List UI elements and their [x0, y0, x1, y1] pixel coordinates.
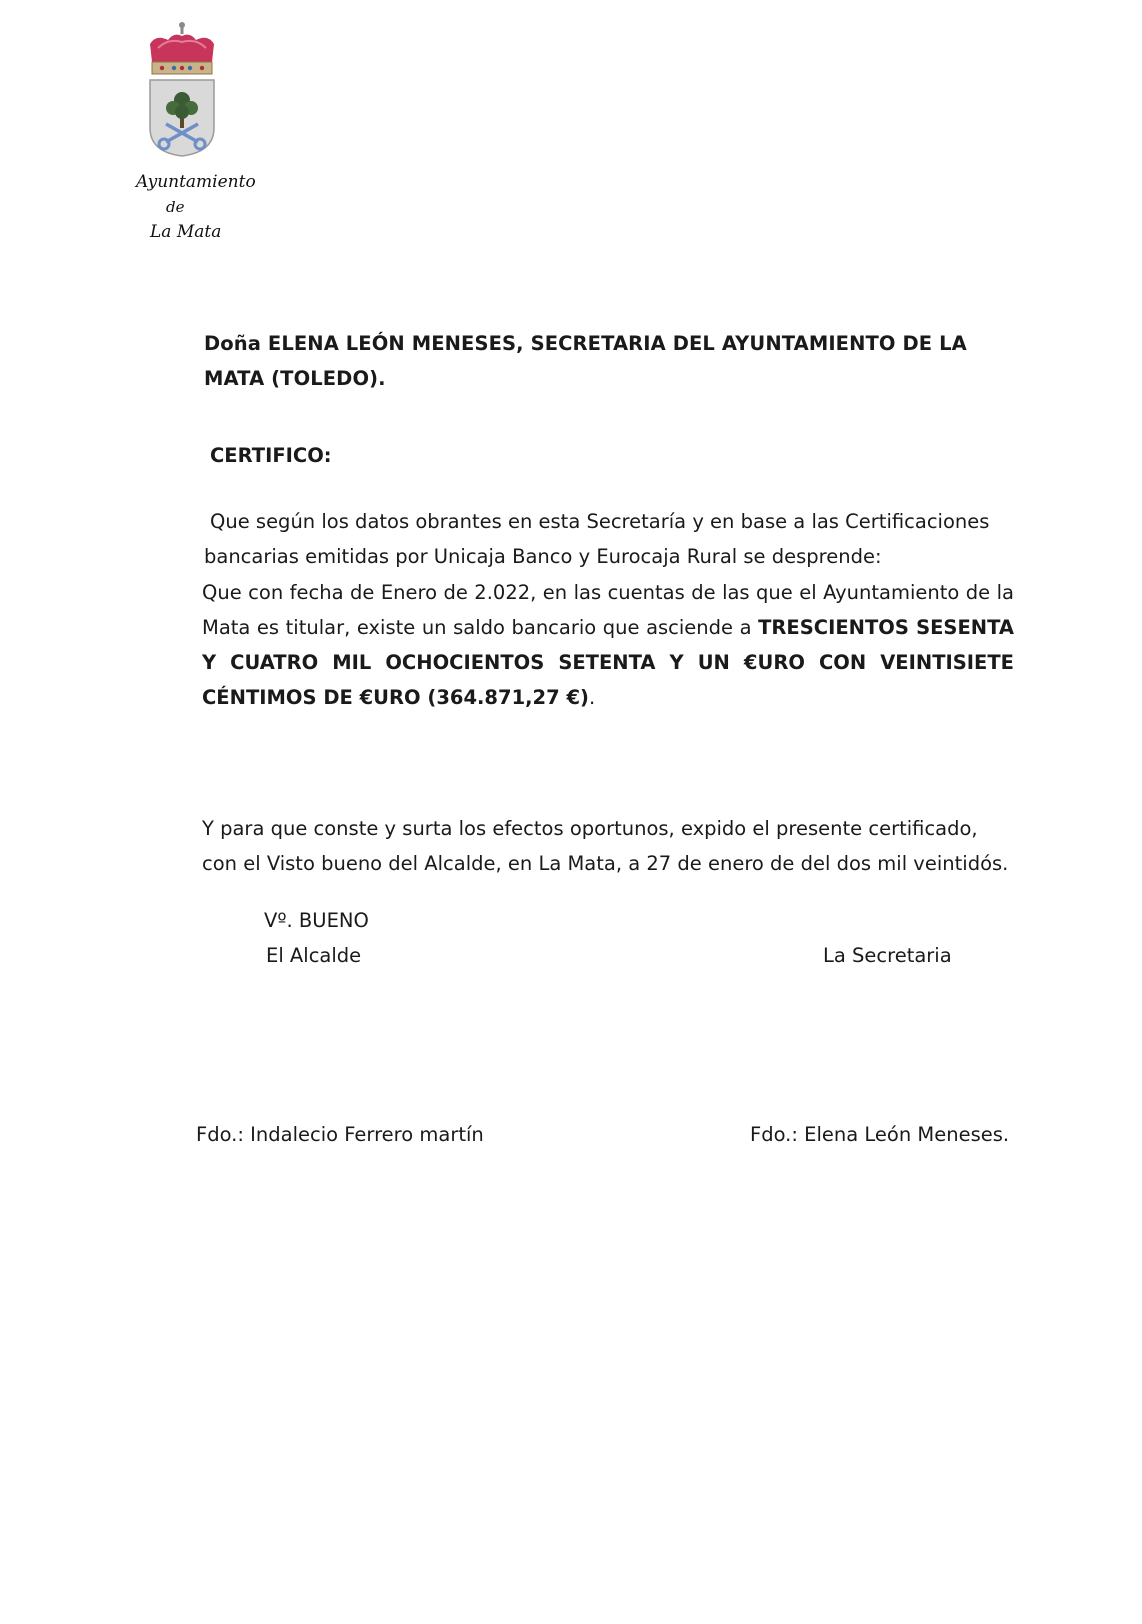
- secretaria-label: La Secretaria: [823, 944, 952, 967]
- municipality-line-2: de: [166, 198, 185, 216]
- paragraph-sources: [204, 504, 1014, 574]
- alcalde-label: El Alcalde: [266, 944, 362, 967]
- balance-intro: Que con fecha de Enero de 2.022, en las cuentas de las que el Ayuntamiento de la Mata es titular, existe un saldo bancario que asciende a: [202, 581, 1014, 639]
- paragraph-balance: [202, 575, 1014, 715]
- signature-secretaria: Fdo.: Elena León Meneses.: [750, 1123, 1010, 1146]
- balance-end: .: [588, 686, 596, 709]
- coat-of-arms-icon: [146, 18, 226, 164]
- certifico-label: CERTIFICO:: [210, 444, 332, 467]
- municipality-line-3: La Mata: [150, 222, 222, 242]
- closing-paragraph: Y para que conste y surta los efectos oportunos, expido el presente certificado, con el Visto bueno del Alcalde, en La Mata, a 27 de enero de del dos mil veintidós.: [202, 817, 1009, 875]
- paragraph-sources-line-1: Que según los datos obrantes en esta Secretaría y en base a las Certificaciones: [210, 510, 990, 533]
- municipality-name: [126, 170, 256, 245]
- signature-alcalde: Fdo.: Indalecio Ferrero martín: [196, 1123, 484, 1146]
- municipality-line-1: Ayuntamiento: [136, 172, 256, 192]
- balance-amount: TRESCIENTOS SESENTA Y CUATRO MIL OCHOCIENTOS SETENTA Y UN €URO CON VEINTISIETE CÉNTIMOS DE €URO (364.871,27 €): [202, 616, 1014, 709]
- visto-bueno-label: Vº. BUENO: [264, 909, 369, 932]
- paragraph-sources-line-2: bancarias emitidas por Unicaja Banco y Eurocaja Rural se desprende:: [204, 545, 882, 568]
- certificate-heading: Doña ELENA LEÓN MENESES, SECRETARIA DEL AYUNTAMIENTO DE LA MATA (TOLEDO).: [204, 332, 967, 390]
